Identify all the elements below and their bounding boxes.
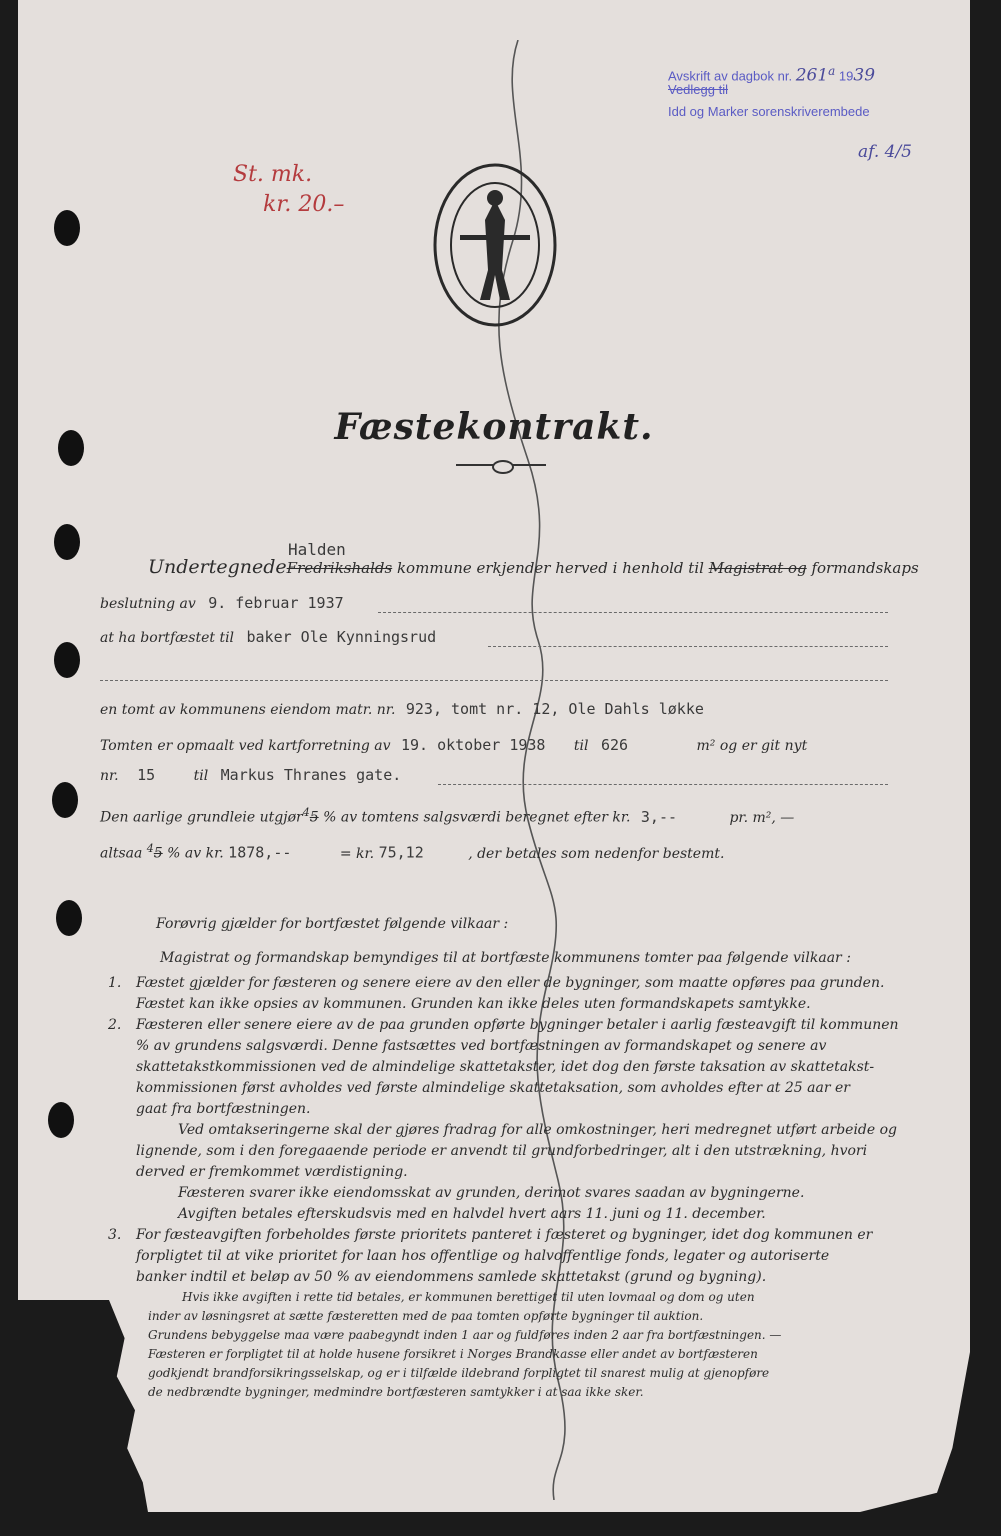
altsaa-label: altsaa [100,845,143,862]
intro-line [148,556,919,578]
clause-text: Fæsteren eller senere eiere av de paa grunden opførte bygninger betaler i aarlig fæsteavgift til kommunen [136,1017,899,1033]
bortfaestet-line [100,628,436,646]
clause-text: Fæsteren svarer ikke eiendomsskat av grunden, derimot svares saadan av bygningerne. [178,1185,805,1201]
formandskaps-text: formandskaps [811,559,919,577]
punch-hole [56,900,82,936]
pct-text: % av tomtens salgsværdi beregnet efter kr. [323,809,631,826]
clause-text: skattetakstkommissionen ved de almindelige skattetakster, idet dog den første taksation av skattetakst- [136,1059,875,1075]
stamp-year-hand: 39 [853,65,876,86]
til-label: til [573,738,589,754]
altsaa-pct-hand: 4 [146,842,154,855]
stamp-court: Idd og Marker sorenskriverembede [668,104,870,120]
title-ornament [456,464,546,466]
clause-3 [108,1225,908,1288]
clause-2 [108,1015,908,1225]
punch-hole [54,524,80,560]
clause-text: Hvis ikke avgiften i rette tid betales, er kommunen berettiget til uten lovmaal og dom og uten [182,1290,755,1304]
clause-text: inder av løsningsret at sætte fæsteretten med de paa tomten opførte bygninger til auktion. [148,1309,704,1323]
clause-text: kommissionen først avholdes ved første almindelige skattetaksation, som avholdes efter at 25 aar er [136,1080,850,1096]
stamp-year-print: 19 [838,68,854,84]
opmaalt-line [100,736,807,754]
beslutning-line [100,594,344,612]
stamp-handnote: af. 4/5 [858,142,912,163]
av-kr-label: av kr. [184,845,224,862]
clause-text: Fæstet gjælder for fæsteren og senere eiere av den eller de bygninger, som maatte opføres paa grunden. [136,975,885,991]
punch-hole [52,782,78,818]
clause-text: forpligtet til at vike prioritet for laan hos offentlige og halvoffentlige fonds, legater og autoriserte [136,1248,830,1264]
stamp-vedlegg: Vedlegg til [668,82,728,98]
stamp-duty-line2: kr. 20.– [263,192,345,217]
nr-value: 15 [137,766,156,784]
document-page [18,0,970,1512]
area-value: 626 [600,736,629,754]
typed-city: Halden [288,540,346,559]
price-per-m2: 3,-- [640,807,678,826]
altsaa-pct: % [167,845,181,862]
pct-hand: 4 [302,806,310,819]
per-m2-text: pr. m², — [729,809,795,826]
city-seal-logo [430,160,560,330]
stamp-dagbok-label: dagbok nr. [731,68,793,84]
street-value: Markus Thranes gate. [220,766,402,784]
struck-magistrat: Magistrat og [708,559,807,577]
opmaalt-label: Tomten er opmaalt ved kartforretning av [100,738,391,754]
stamp-avskrift: Avskrift av [668,68,728,84]
clause-number: 3. [108,1227,122,1243]
clause-text: lignende, som i den foregaaende periode er anvendt til grundforbedringer, alt i den utstrækning, hvori [136,1143,868,1159]
clause-text: Ved omtakseringerne skal der gjøres fradrag for alle omkostninger, heri medregnet utført arbeide og [178,1122,898,1138]
struck-city: Fredrikshalds [286,559,393,577]
tomt-line [100,700,704,718]
clause-number: 2. [108,1017,122,1033]
terms-block [108,948,908,1402]
grundleie-label: Den aarlige grundleie utgjør [100,809,303,826]
clause-text: derved er fremkommet værdistigning. [136,1164,408,1180]
punch-hole [48,1102,74,1138]
bortfaestet-label: at ha bortfæstet til [100,630,235,646]
altsaa-line [100,842,724,862]
nr-label: nr. [100,768,119,784]
pct-print: 5 [309,809,319,826]
clause-text: de nedbrændte bygninger, medmindre bortfæsteren samtykker i at saa ikke sker. [148,1385,644,1399]
clause-text: banker indtil et beløp av 50 % av eiendommens samlede skattetakst (grund og bygning). [136,1269,767,1285]
stamp-dagbok-number: 261 [795,65,829,86]
fill-line [100,680,888,681]
beslutning-label: beslutning av [100,596,196,612]
street-line [100,766,401,784]
closing-text: , der betales som nedenfor bestemt. [468,845,725,862]
punch-hole [54,210,80,246]
clause-number: 1. [108,975,122,991]
bortfaestet-name: baker Ole Kynningsrud [246,628,437,646]
altsaa-pct-print: 5 [153,845,163,862]
clause-3-continuation [118,1288,908,1402]
tomt-label: en tomt av kommunens eiendom matr. nr. [100,702,396,718]
undertegnede-label: Undertegnede [148,556,287,578]
fill-line [488,646,888,647]
m2-text: m² og er git nyt [696,738,808,754]
terms-intro: Magistrat og formandskap bemyndiges til at bortfæste kommunens tomter paa følgende vilkaar : [160,950,851,966]
street-til-label: til [193,768,209,784]
clause-text: Fæstet kan ikke opsies av kommunen. Grunden kan ikke deles uten formandskapets samtykke. [136,996,811,1012]
beslutning-date: 9. februar 1937 [208,594,344,612]
fill-line [378,612,888,613]
terms-lead: Forøvrig gjælder for bortfæstet følgende vilkaar : [156,916,509,932]
annual-amount: 75,12 [378,843,424,862]
tomt-value: 923, tomt nr. 12, Ole Dahls løkke [405,700,704,718]
clause-text: gaat fra bortfæstningen. [136,1101,311,1117]
punch-hole [54,642,80,678]
document-title: Fæstekontrakt. [334,406,654,448]
clause-text: godkjendt brandforsikringsselskap, og er i tilfælde ildebrand forpligtet til snarest mulig at gjenopføre [148,1366,770,1380]
kommune-text: kommune erkjender herved i henhold til [396,559,704,577]
fill-line [438,784,888,785]
archive-stamp [668,60,912,163]
clause-text: Fæsteren er forpligtet til at holde husene forsikret i Norges Brandkasse eller andet av bortfæsteren [148,1347,758,1361]
stamp-duty-note [233,160,344,220]
eq-kr-label: = kr. [339,845,375,862]
clause-text: Grundens bebyggelse maa være paabegyndt inden 1 aar og fuldføres inden 2 aar fra bortfæstningen. — [148,1328,782,1342]
clause-text: % av grundens salgsværdi. Denne fastsættes ved bortfæstningen av formandskapet og senere av [136,1038,827,1054]
clause-text: For fæsteavgiften forbeholdes første prioritets panteret i fæsteret og bygninger, idet dog kommunen er [136,1227,873,1243]
grundleie-line [100,806,794,826]
clause-1 [108,973,908,1015]
clause-text: Avgiften betales efterskudsvis med en halvdel hvert aars 11. juni og 11. december. [178,1206,766,1222]
opmaalt-date: 19. oktober 1938 [400,736,546,754]
base-amount: 1878,-- [228,843,292,862]
stamp-suffix: a [828,64,836,78]
stamp-duty-line1: St. mk. [233,162,313,187]
